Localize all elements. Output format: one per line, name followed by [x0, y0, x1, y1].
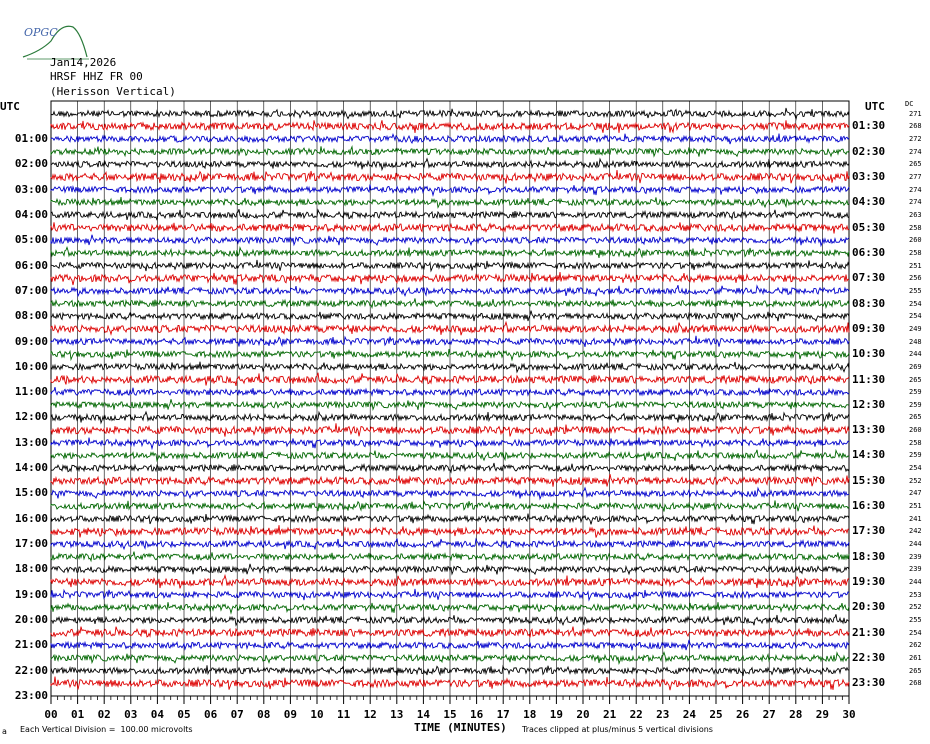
hour-label-right: 18:30	[852, 549, 886, 563]
dc-offset-value: 249	[909, 324, 922, 333]
dc-offset-value: 277	[909, 172, 922, 181]
dc-offset-value: 244	[909, 578, 922, 587]
hour-label-right: 05:30	[852, 220, 886, 234]
dc-offset-value: 260	[909, 426, 922, 435]
dc-offset-value: 256	[909, 274, 922, 283]
x-tick-label: 28	[789, 708, 803, 721]
dc-offset-value: 268	[909, 679, 922, 688]
x-tick-label: 01	[70, 708, 85, 721]
x-tick-label: 23	[656, 708, 670, 721]
x-tick-label: 13	[390, 708, 404, 721]
x-tick-label: 03	[124, 708, 138, 721]
hour-label-left: 23:00	[14, 689, 48, 702]
dc-offset-value: 274	[909, 198, 922, 207]
x-tick-label: 29	[815, 708, 830, 721]
dc-offset-value: 254	[909, 464, 922, 473]
hour-label-right: 02:30	[852, 144, 886, 158]
dc-offset-value: 254	[909, 312, 922, 321]
x-tick-label: 11	[336, 708, 351, 721]
hour-label-left: 10:00	[14, 359, 48, 373]
dc-offset-value: 260	[909, 236, 922, 245]
hour-label-left: 22:00	[14, 663, 48, 677]
hour-label-right: 04:30	[852, 195, 886, 209]
hour-label-right: 22:30	[852, 651, 886, 665]
right-utc-label: UTC	[865, 100, 885, 113]
hour-label-right: 11:30	[852, 372, 886, 386]
hour-label-right: 23:30	[852, 676, 886, 690]
hour-label-right: 01:30	[852, 119, 886, 133]
dc-offset-value: 244	[909, 350, 922, 359]
dc-offset-value: 252	[909, 476, 922, 485]
hour-label-right: 15:30	[852, 473, 886, 487]
x-tick-label: 27	[762, 708, 776, 721]
dc-offset-value: 269	[909, 362, 922, 371]
dc-offset-value: 265	[909, 413, 922, 422]
left-utc-label: UTC	[0, 100, 20, 113]
x-tick-label: 21	[602, 708, 617, 721]
x-tick-label: 02	[97, 708, 111, 721]
hour-label-left: 05:00	[14, 233, 48, 247]
x-tick-label: 09	[283, 708, 298, 721]
dc-offset-value: 271	[909, 109, 922, 118]
hour-label-right: 14:30	[852, 448, 886, 462]
vertical-division-note: Each Vertical Division = 100.00 microvolts	[20, 725, 193, 734]
hour-label-left: 13:00	[14, 435, 48, 449]
hour-label-right: 17:30	[852, 524, 886, 538]
x-tick-label: 19	[549, 708, 564, 721]
x-tick-label: 15	[443, 708, 457, 721]
dc-offset-value: 265	[909, 375, 922, 384]
dc-label: DC	[905, 100, 914, 108]
hour-label-left: 14:00	[14, 461, 48, 475]
clipping-note: Traces clipped at plus/minus 5 vertical divisions	[522, 725, 713, 734]
dc-offset-value: 251	[909, 502, 922, 511]
hour-label-left: 12:00	[14, 410, 48, 424]
hour-label-right: 06:30	[852, 245, 886, 259]
dc-offset-value: 244	[909, 540, 922, 549]
dc-offset-value: 274	[909, 147, 922, 156]
hour-label-right: 03:30	[852, 169, 886, 183]
dc-offset-value: 268	[909, 122, 922, 131]
x-tick-label: 10	[310, 708, 324, 721]
hour-label-right: 12:30	[852, 397, 886, 411]
hour-label-left: 04:00	[14, 207, 48, 221]
hour-label-left: 15:00	[14, 486, 48, 500]
dc-offset-value: 251	[909, 261, 922, 270]
dc-offset-value: 254	[909, 299, 922, 308]
dc-offset-value: 258	[909, 223, 922, 232]
x-tick-label: 16	[469, 708, 484, 721]
hour-label-left: 20:00	[14, 613, 48, 627]
dc-offset-value: 242	[909, 527, 922, 536]
x-tick-label: 20	[576, 708, 590, 721]
x-tick-label: 30	[842, 708, 856, 721]
dc-offset-value: 259	[909, 388, 922, 397]
x-tick-label: 26	[735, 708, 750, 721]
x-tick-label: 22	[629, 708, 643, 721]
dc-offset-value: 239	[909, 565, 922, 574]
hour-label-right: 19:30	[852, 575, 886, 589]
hour-label-left: 03:00	[14, 182, 48, 196]
record-date: Jan14,2026	[50, 56, 117, 69]
hour-label-left: 18:00	[14, 562, 48, 576]
x-tick-label: 25	[709, 708, 723, 721]
station-location: (Herisson Vertical)	[50, 85, 176, 98]
x-tick-label: 14	[416, 708, 431, 721]
dc-offset-value: 241	[909, 514, 922, 523]
hour-label-right: 08:30	[852, 296, 886, 310]
x-tick-label: 18	[523, 708, 537, 721]
hour-label-right: 21:30	[852, 625, 886, 639]
dc-offset-value: 247	[909, 489, 922, 498]
hour-label-right: 20:30	[852, 600, 886, 614]
hour-label-left: 08:00	[14, 309, 48, 323]
hour-label-left: 19:00	[14, 587, 48, 601]
hour-label-left: 11:00	[14, 385, 48, 399]
dc-offset-value: 265	[909, 160, 922, 169]
hour-label-left: 21:00	[14, 638, 48, 652]
hour-label-right: 07:30	[852, 271, 886, 285]
hour-label-right: 09:30	[852, 321, 886, 335]
x-tick-label: 24	[682, 708, 697, 721]
hour-label-left: 02:00	[14, 157, 48, 171]
hour-label-right: 16:30	[852, 499, 886, 513]
dc-offset-value: 252	[909, 603, 922, 612]
x-tick-label: 00	[44, 708, 58, 721]
dc-offset-value: 258	[909, 248, 922, 257]
dc-offset-value: 265	[909, 666, 922, 675]
hour-label-left: 16:00	[14, 511, 48, 525]
x-tick-label: 07	[230, 708, 244, 721]
dc-offset-value: 255	[909, 616, 922, 625]
dc-offset-value: 259	[909, 451, 922, 460]
dc-offset-value: 272	[909, 134, 922, 143]
x-tick-label: 17	[496, 708, 510, 721]
dc-offset-value: 259	[909, 400, 922, 409]
dc-offset-value: 274	[909, 185, 922, 194]
x-tick-label: 05	[177, 708, 191, 721]
dc-offset-value: 255	[909, 286, 922, 295]
x-axis-title: TIME (MINUTES)	[414, 721, 507, 734]
hour-label-left: 01:00	[14, 131, 48, 145]
hour-label-left: 07:00	[14, 283, 48, 297]
x-tick-label: 06	[203, 708, 218, 721]
dc-offset-value: 254	[909, 628, 922, 637]
logo-text: OPGC	[24, 26, 58, 39]
hour-label-left: 17:00	[14, 537, 48, 551]
hour-label-right: 13:30	[852, 423, 886, 437]
hour-label-left: 09:00	[14, 334, 48, 348]
dc-offset-value: 262	[909, 641, 922, 650]
x-tick-label: 12	[363, 708, 377, 721]
dc-offset-value: 239	[909, 552, 922, 561]
hour-label-right: 10:30	[852, 347, 886, 361]
dc-offset-value: 258	[909, 438, 922, 447]
dc-offset-value: 261	[909, 654, 922, 663]
dc-offset-value: 253	[909, 590, 922, 599]
dc-offset-value: 263	[909, 210, 922, 219]
footer-mark: a	[2, 727, 7, 736]
x-tick-label: 08	[257, 708, 271, 721]
dc-offset-value: 248	[909, 337, 922, 346]
x-tick-label: 04	[150, 708, 165, 721]
station-code: HRSF HHZ FR 00	[50, 70, 143, 83]
hour-label-left: 06:00	[14, 258, 48, 272]
